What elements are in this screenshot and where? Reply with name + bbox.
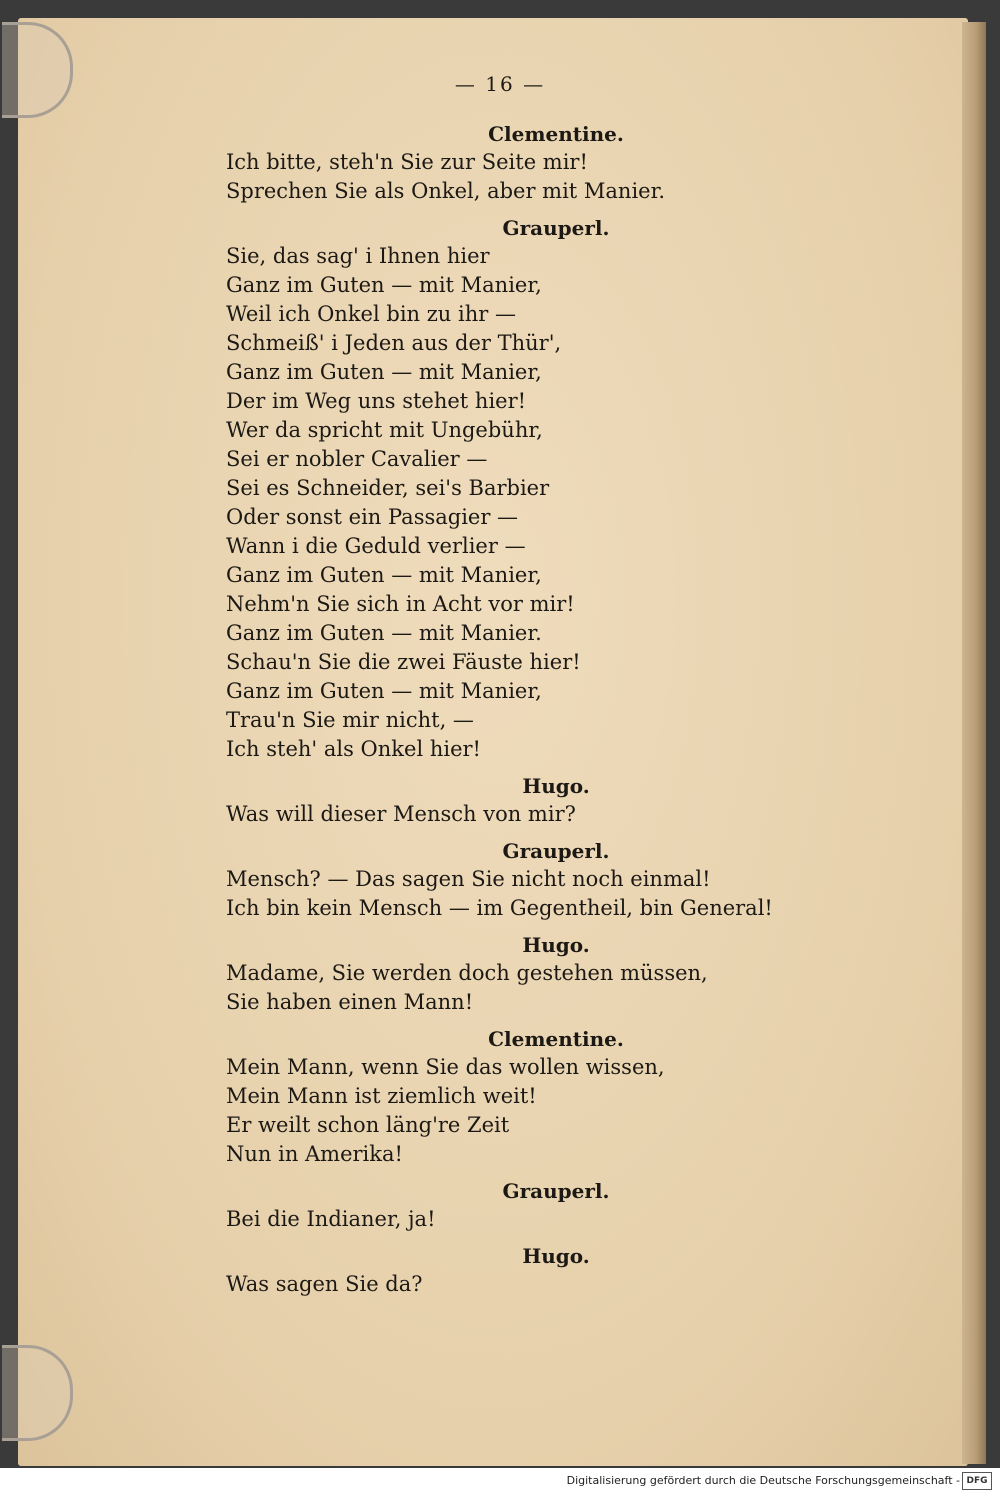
verse-line: Ganz im Guten — mit Manier, [226,360,542,384]
speaker-name: Grauperl. [502,216,610,240]
verse-line: Ich steh' als Onkel hier! [226,737,481,761]
verse-line: Ganz im Guten — mit Manier, [226,679,542,703]
speaker-name: Grauperl. [502,1179,610,1203]
verse-line: Sprechen Sie als Onkel, aber mit Manier. [226,179,666,203]
verse-line: Sie haben einen Mann! [226,990,474,1014]
footer-bar [0,1468,1000,1495]
verse-line: Mein Mann, wenn Sie das wollen wissen, [226,1055,665,1079]
speaker-name: Clementine. [488,1027,624,1051]
verse-line: Ganz im Guten — mit Manier. [226,621,542,645]
block-gap [226,764,826,772]
verse-line: Ich bin kein Mensch — im Gegentheil, bin General! [226,896,773,920]
verse-line: Bei die Indianer, ja! [226,1207,436,1231]
speaker-name: Grauperl. [502,839,610,863]
verse-line: Ganz im Guten — mit Manier, [226,273,542,297]
verse-line: Nun in Amerika! [226,1142,403,1166]
block-gap [226,1169,826,1177]
page-number: — 16 — [454,72,546,96]
block-gap [226,1017,826,1025]
verse-line: Sie, das sag' i Ihnen hier [226,244,490,268]
speaker-name: Hugo. [522,774,590,798]
verse-line: Der im Weg uns stehet hier! [226,389,527,413]
verse-line: Ich bitte, steh'n Sie zur Seite mir! [226,150,588,174]
dfg-logo-icon: DFG [962,1472,992,1490]
verse-line: Was will dieser Mensch von mir? [226,802,576,826]
verse-line: Madame, Sie werden doch gestehen müssen, [226,961,708,985]
play-text [226,120,826,1299]
verse-line: Schmeiß' i Jeden aus der Thür', [226,331,562,355]
verse-line: Mensch? — Das sagen Sie nicht noch einmal! [226,867,711,891]
page-edge [962,22,986,1464]
verse-line: Ganz im Guten — mit Manier, [226,563,542,587]
verse-line: Sei er nobler Cavalier — [226,447,488,471]
verse-line: Mein Mann ist ziemlich weit! [226,1084,537,1108]
speaker-name: Hugo. [522,933,590,957]
verse-line: Trau'n Sie mir nicht, — [226,708,474,732]
block-gap [226,206,826,214]
block-gap [226,1234,826,1242]
speaker-name: Clementine. [488,122,624,146]
block-gap [226,829,826,837]
verse-line: Wer da spricht mit Ungebühr, [226,418,543,442]
verse-line: Weil ich Onkel bin zu ihr — [226,302,516,326]
verse-line: Er weilt schon läng're Zeit [226,1113,510,1137]
block-gap [226,923,826,931]
verse-line: Was sagen Sie da? [226,1272,423,1296]
verse-line: Oder sonst ein Passagier — [226,505,519,529]
footer-credit: Digitalisierung gefördert durch die Deutsche Forschungsgemeinschaft - [566,1474,960,1487]
verse-line: Nehm'n Sie sich in Acht vor mir! [226,592,575,616]
verse-line: Wann i die Geduld verlier — [226,534,526,558]
speaker-name: Hugo. [522,1244,590,1268]
verse-line: Schau'n Sie die zwei Fäuste hier! [226,650,581,674]
verse-line: Sei es Schneider, sei's Barbier [226,476,550,500]
